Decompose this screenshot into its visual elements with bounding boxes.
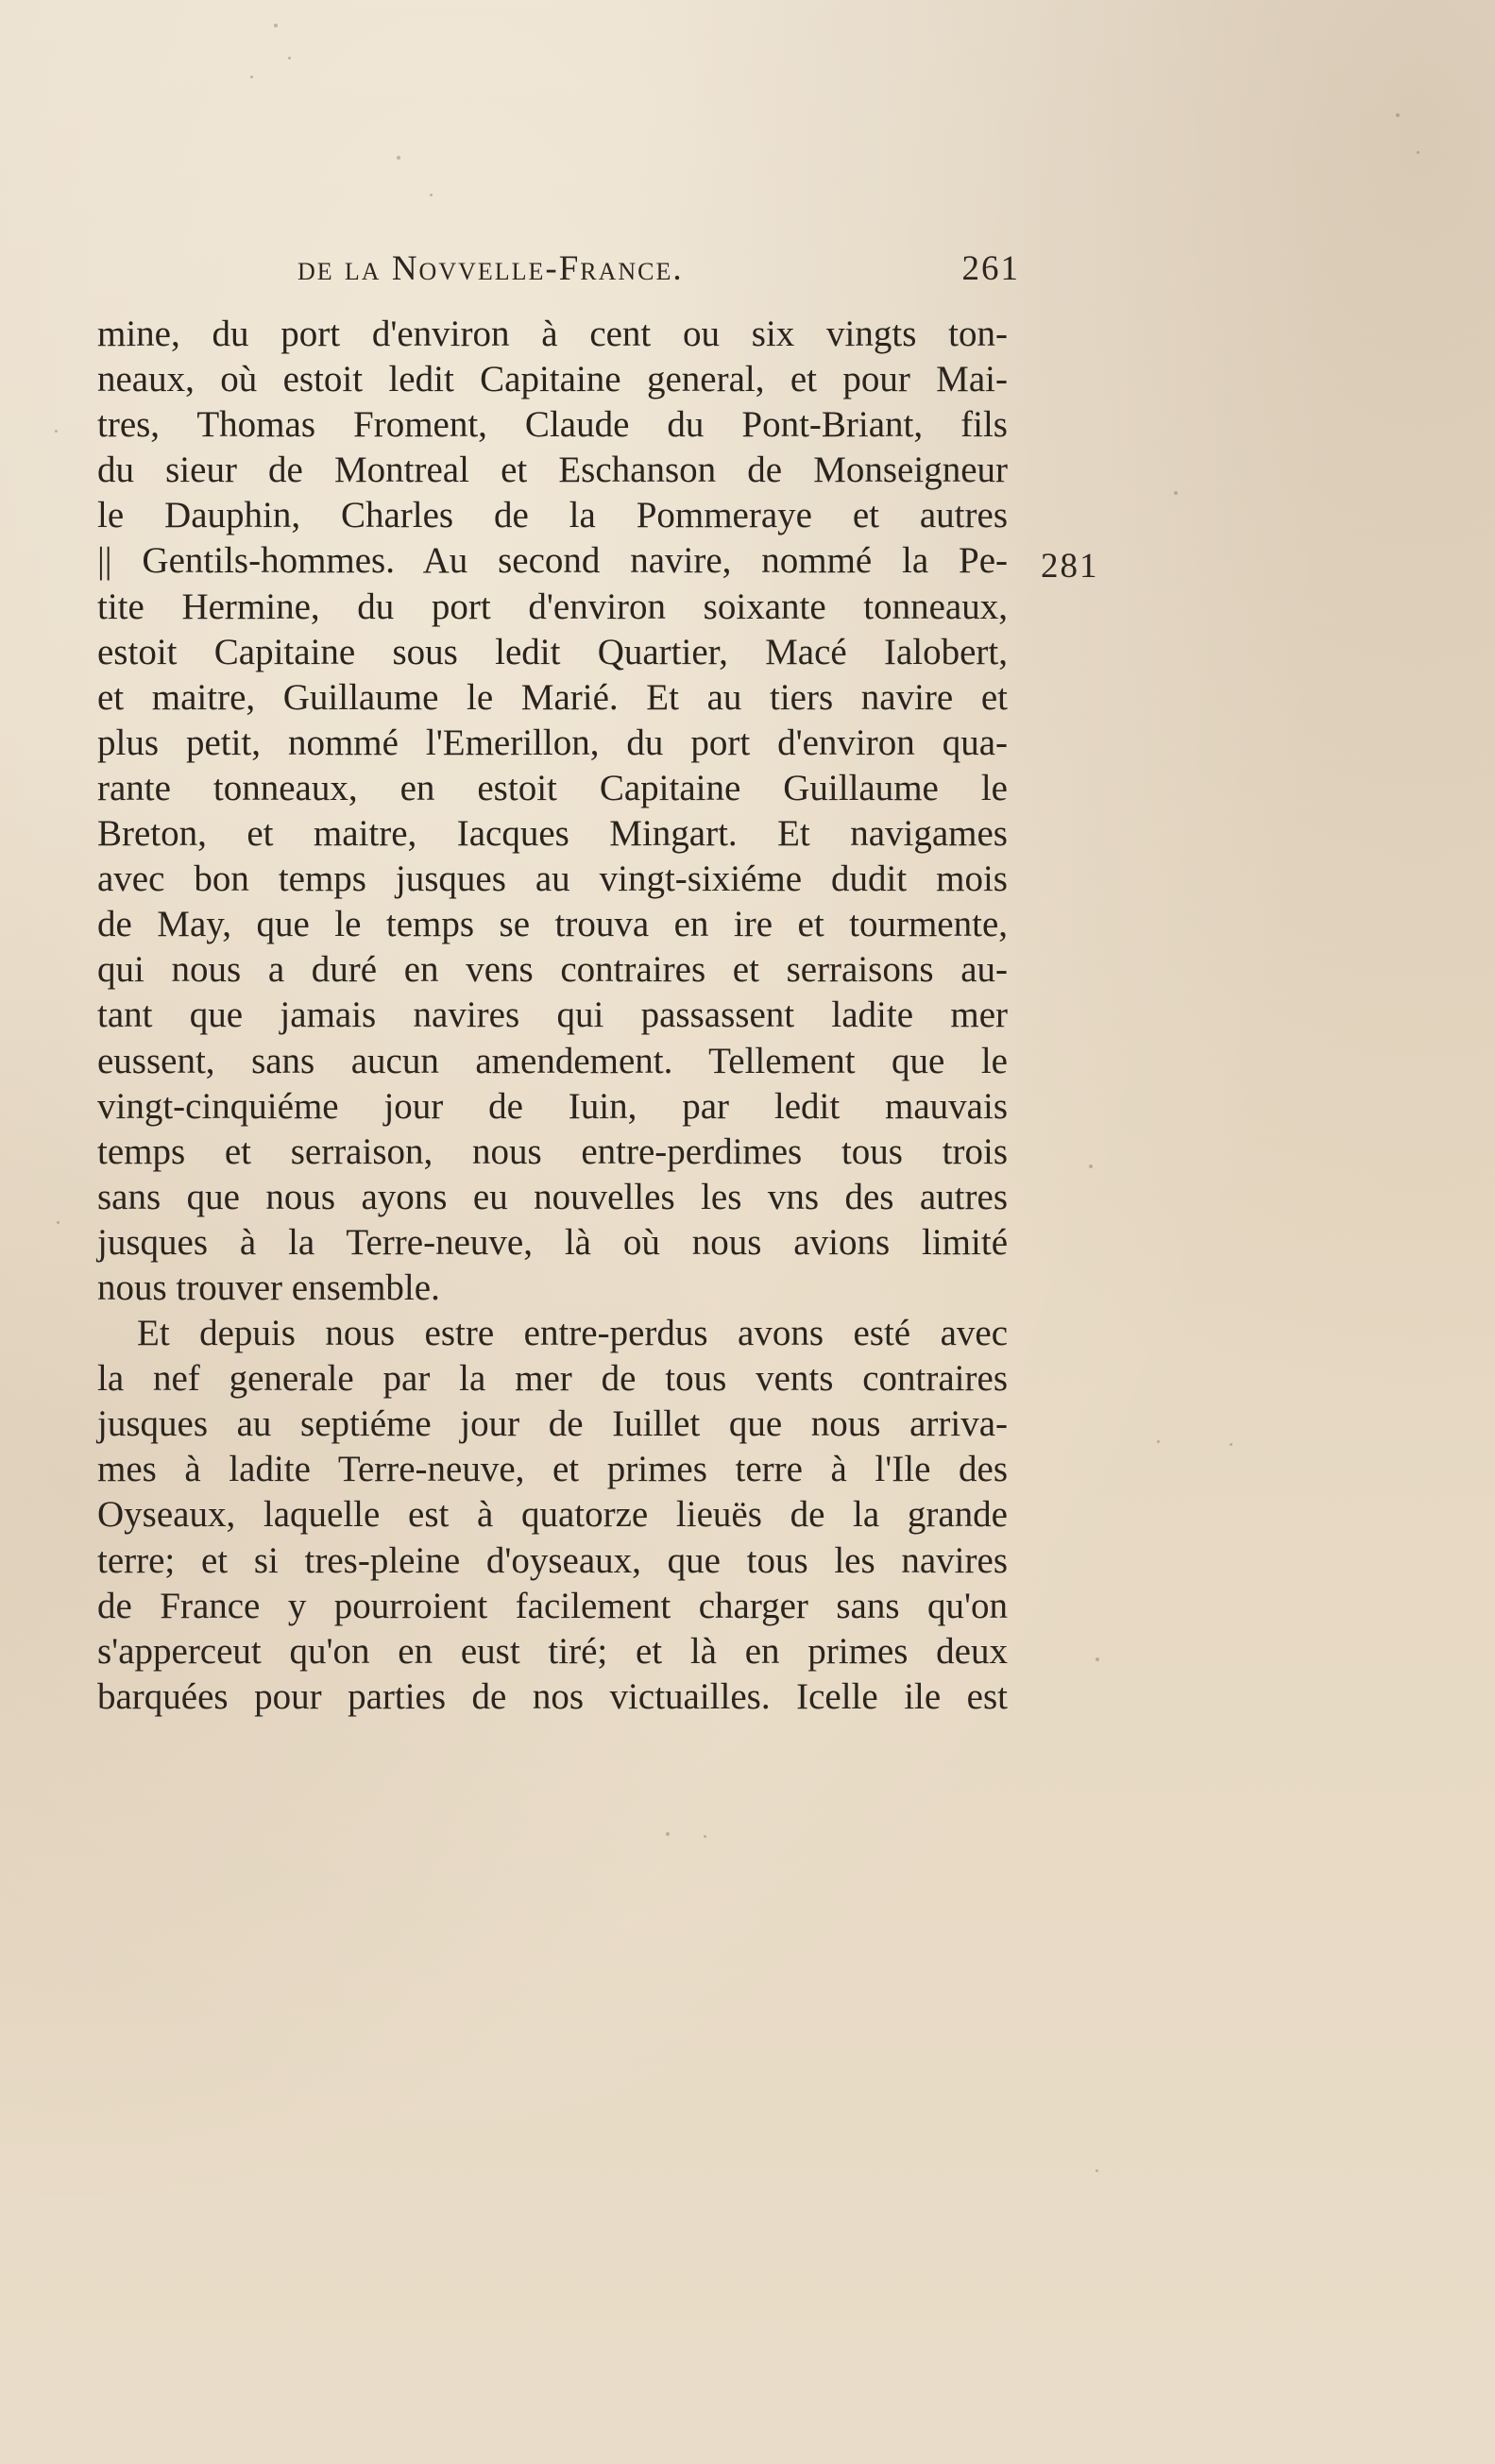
text-line: avec bon temps jusques au vingt-sixiéme dudit mois	[97, 858, 1008, 900]
paper-speck	[1096, 2169, 1098, 2172]
text-line: et maitre, Guillaume le Marié. Et au tiers navire et	[97, 676, 1008, 718]
paper-speck	[666, 1832, 670, 1836]
text-line: mes à ladite Terre-neuve, et primes terre à l'Ile des	[97, 1449, 1008, 1490]
running-header	[297, 248, 1020, 296]
paper-speck	[397, 156, 400, 160]
paper-speck	[1089, 1164, 1093, 1168]
paragraph	[97, 1311, 1008, 1720]
paper-speck	[250, 76, 253, 78]
text-line: barquées pour parties de nos victuailles. Icelle ile est	[97, 1675, 1008, 1717]
text-line: jusques au septiéme jour de Iuillet que nous arriva-	[97, 1403, 1008, 1445]
text-line: terre; et si tres-pleine d'oyseaux, que tous les navires	[97, 1539, 1008, 1581]
paper-speck	[1230, 1443, 1232, 1446]
text-line: de May, que le temps se trouva en ire et tourmente,	[97, 904, 1008, 945]
text-line: vingt-cinquiéme jour de Iuin, par ledit mauvais	[97, 1085, 1008, 1127]
body-text	[97, 312, 1008, 1720]
text-line: mine, du port d'environ à cent ou six vingts ton-	[97, 314, 1008, 354]
running-title: de la Novvelle-France.	[297, 249, 684, 288]
text-line: estoit Capitaine sous ledit Quartier, Macé Ialobert,	[97, 631, 1008, 672]
text-line: Breton, et maitre, Iacques Mingart. Et navigames	[97, 813, 1008, 855]
text-line: la nef generale par la mer de tous vents contraires	[97, 1358, 1008, 1400]
paper-speck	[57, 1221, 59, 1224]
text-line: tres, Thomas Froment, Claude du Pont-Briant, fils	[97, 404, 1008, 446]
paper-speck	[704, 1835, 706, 1838]
text-line: sans que nous ayons eu nouvelles les vns des autres	[97, 1176, 1008, 1217]
paper-speck	[274, 24, 278, 27]
text-line: neaux, où estoit ledit Capitaine general, et pour Mai-	[97, 359, 1008, 400]
paper-speck	[430, 194, 433, 196]
text-line: tite Hermine, du port d'environ soixante tonneaux,	[97, 586, 1008, 627]
text-line: eussent, sans aucun amendement. Tellement que le	[97, 1040, 1008, 1081]
paper-speck	[288, 57, 291, 59]
paragraph	[97, 312, 1008, 1311]
text-line: tant que jamais navires qui passassent ladite mer	[97, 994, 1008, 1036]
text-line: le Dauphin, Charles de la Pommeraye et autres	[97, 495, 1008, 536]
text-line: Et depuis nous estre entre-perdus avons esté avec	[137, 1313, 1008, 1354]
paper-speck	[1096, 1657, 1099, 1661]
page-number: 261	[961, 249, 1020, 288]
text-line: du sieur de Montreal et Eschanson de Monseigneur	[97, 450, 1008, 491]
text-line: de France y pourroient facilement charger sans qu'on	[97, 1585, 1008, 1626]
paper-speck	[55, 430, 58, 433]
text-line: Oyseaux, laquelle est à quatorze lieuës de la grande	[97, 1494, 1008, 1536]
text-line: rante tonneaux, en estoit Capitaine Guillaume le	[97, 767, 1008, 808]
margin-page-reference: 281	[1041, 547, 1099, 586]
text-line: qui nous a duré en vens contraires et serraisons au-	[97, 949, 1008, 991]
paper-speck	[1417, 151, 1419, 154]
text-line: s'apperceut qu'on en eust tiré; et là en primes deux	[97, 1630, 1008, 1672]
text-line: plus petit, nommé l'Emerillon, du port d'environ qua-	[97, 722, 1008, 763]
paper-speck	[1174, 491, 1178, 495]
text-line: nous trouver ensemble.	[97, 1266, 440, 1308]
paper-speck	[1396, 113, 1400, 117]
paper-speck	[1157, 1440, 1160, 1443]
text-line: temps et serraison, nous entre-perdimes tous trois	[97, 1130, 1008, 1172]
text-line: jusques à la Terre-neuve, là où nous avions limité	[97, 1221, 1008, 1263]
text-line: || Gentils-hommes. Au second navire, nommé la Pe-	[97, 540, 1008, 582]
